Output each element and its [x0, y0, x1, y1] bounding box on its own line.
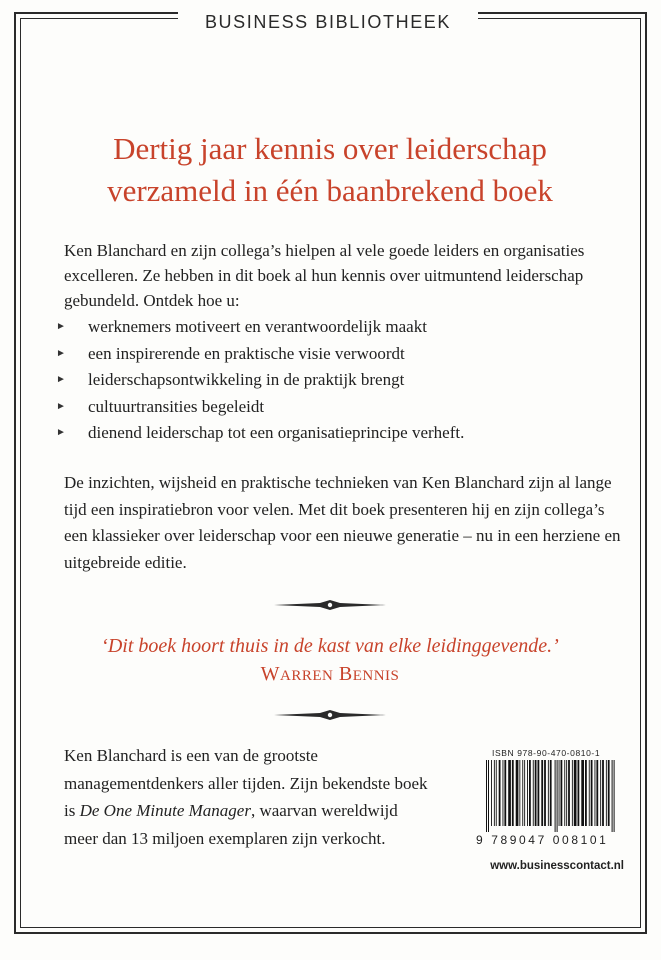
list-item [50, 394, 620, 421]
list-item [50, 341, 620, 368]
bullet-text: werknemers motiveert en verantwoordelijk maakt [88, 317, 427, 336]
headline-line-1: Dertig jaar kennis over leiderschap [113, 131, 547, 166]
ornament-divider-bottom [270, 708, 390, 722]
triangle-bullet-icon: ► [56, 321, 66, 332]
triangle-bullet-icon: ► [56, 374, 66, 385]
barcode-icon [484, 760, 624, 832]
triangle-bullet-icon: ► [56, 427, 66, 438]
intro-paragraph: Ken Blanchard en zijn collega’s hielpen al vele goede leiders en organisaties excelleren. Ze hebben in dit boek al hun kennis over uitmuntend leiderschap gebundeld. Ontdek hoe u: [64, 241, 585, 310]
quote-author: WARREN BENNIS [260, 663, 400, 685]
bullet-text: dienend leiderschap tot een organisatieprincipe verheft. [88, 423, 465, 442]
second-paragraph: De inzichten, wijsheid en praktische technieken van Ken Blanchard zijn al lange tijd een inspiratiebron voor velen. Met dit boek presenteren hij en zijn collega’s een klassieker over leiderschap voor een nieuwe generatie – nu in een herziene en uitgebreide editie. [64, 473, 621, 572]
triangle-bullet-icon: ► [56, 347, 66, 359]
book-title: De One Minute Manager [79, 801, 251, 820]
headline-line-2: verzameld in één baanbrekend boek [107, 173, 553, 208]
bullet-text: leiderschapsontwikkeling in de praktijk brengt [88, 370, 405, 389]
isbn-label: ISBN 978-90-470-0810-1 [492, 748, 601, 758]
list-item [50, 314, 620, 341]
author-bio: Ken Blanchard is een van de grootste managementdenkers aller tijden. Zijn bekendste boek is De One Minute Manager, waarvan wereldwijd meer dan 13 miljoen exemplaren zijn verkocht. [64, 746, 428, 848]
bullet-text: een inspirerende en praktische visie verwoordt [88, 343, 405, 363]
bullet-list [50, 314, 620, 447]
triangle-bullet-icon: ► [56, 400, 66, 412]
series-label: BUSINESS BIBLIOTHEEK [178, 4, 478, 40]
list-item [50, 420, 620, 447]
quote-text: ‘Dit boek hoort thuis in de kast van elke leidinggevende.’ [101, 635, 559, 657]
bullet-text: cultuurtransities begeleidt [88, 396, 265, 416]
headline [40, 128, 620, 212]
barcode-digits: 9 789047 008101 [476, 833, 609, 847]
list-item [50, 367, 620, 394]
website-url: www.businesscontact.nl [490, 860, 624, 872]
ornament-divider-top [270, 598, 390, 612]
